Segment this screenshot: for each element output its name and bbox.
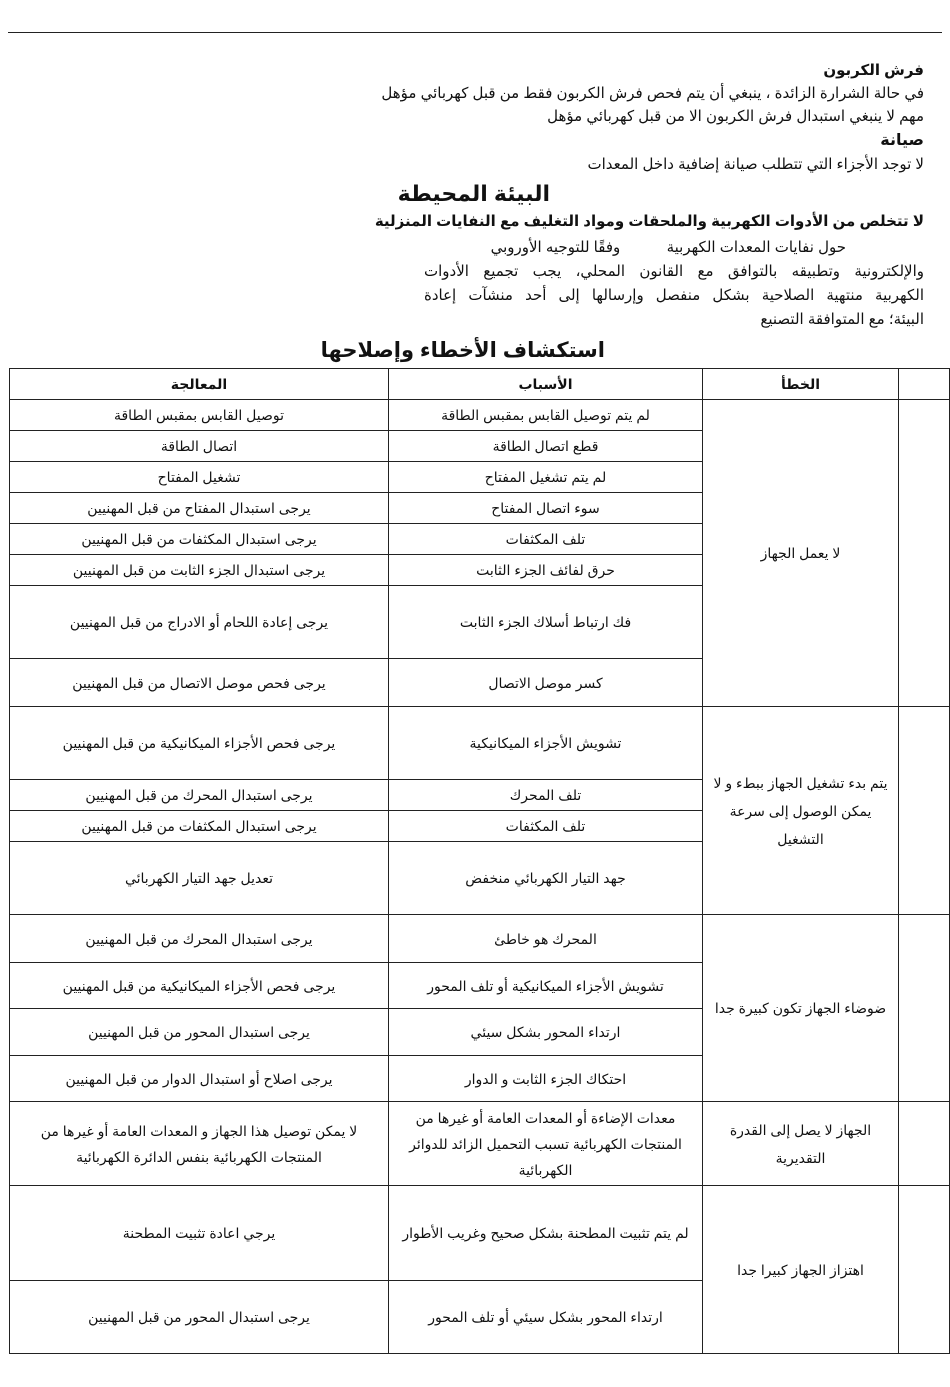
remedy-cell: يرجى استبدال المحرك من قبل المهنيين	[10, 780, 389, 811]
remedy-cell: يرجى استبدال المفتاح من قبل المهنيين	[10, 493, 389, 524]
table-row	[10, 707, 950, 780]
header-blank	[899, 369, 950, 400]
cause-cell: المحرك هو خاطئ	[389, 915, 703, 963]
carbon-heading: فرش الكربون	[823, 62, 924, 79]
environment-line-4: البيئة؛ مع المتوافقة التصنيع	[760, 311, 924, 328]
cause-cell: جهد التيار الكهربائي منخفض	[389, 842, 703, 915]
troubleshooting-title: استكشاف الأخطاء وإصلاحها	[320, 339, 605, 362]
cause-cell: تلف المكثفات	[389, 524, 703, 555]
cause-cell: ارتداء المحور بشكل سيئي أو تلف المحور	[389, 1281, 703, 1354]
cause-cell: قطع اتصال الطاقة	[389, 431, 703, 462]
remedy-cell: يرجى استبدال المحرك من قبل المهنيين	[10, 915, 389, 963]
cause-cell: تشويش الأجزاء الميكانيكية أو تلف المحور	[389, 963, 703, 1009]
environment-line-3: الكهربية منتهية الصلاحية بشكل منفصل وإرسالها إلى أحد منشآت إعادة	[424, 287, 924, 304]
remedy-cell: يرجى استبدال المحور من قبل المهنيين	[10, 1281, 389, 1354]
maintenance-heading: صيانة	[880, 132, 924, 149]
cause-cell: حرق لفائف الجزء الثابت	[389, 555, 703, 586]
remedy-cell: يرجى استبدال المكثفات من قبل المهنيين	[10, 524, 389, 555]
maintenance-line-1: لا توجد الأجزاء التي تتطلب صيانة إضافية داخل المعدات	[587, 156, 924, 173]
remedy-cell: يرجى استبدال المحور من قبل المهنيين	[10, 1009, 389, 1056]
environment-subheading: لا تتخلص من الأدوات الكهربية والملحقات ومواد التغليف مع النفايات المنزلية	[374, 213, 924, 230]
table-header-row	[10, 369, 950, 400]
environment-heading: البيئة المحيطة	[397, 181, 550, 206]
blank-cell	[899, 1102, 950, 1186]
cause-cell: تشويش الأجزاء الميكانيكية	[389, 707, 703, 780]
header-fault: الخطأ	[703, 369, 899, 400]
cause-cell: احتكاك الجزء الثابت و الدوار	[389, 1056, 703, 1102]
cause-cell: لم يتم توصيل القابس بمقبس الطاقة	[389, 400, 703, 431]
remedy-cell: يرجى استبدال المكثفات من قبل المهنيين	[10, 811, 389, 842]
environment-line-1	[424, 236, 924, 260]
fault-cell: يتم بدء تشغيل الجهاز ببطء و لا يمكن الوصول إلى سرعة التشغيل	[703, 707, 899, 915]
environment-line-2: والإلكترونية وتطبيقه بالتوافق مع القانون المحلي، يجب تجميع الأدوات	[424, 263, 924, 280]
cause-cell: لم يتم تثبيت المطحنة بشكل صحيح وغريب الأطوار	[389, 1186, 703, 1281]
table-row	[10, 400, 950, 431]
remedy-cell: تعديل جهد التيار الكهربائي	[10, 842, 389, 915]
fault-cell: الجهاز لا يصل إلى القدرة التقديرية	[703, 1102, 899, 1186]
cause-cell: معدات الإضاءة أو المعدات العامة أو غيرها من المنتجات الكهربائية تسبب التحميل الزائد للدوائر الكهربائية	[389, 1102, 703, 1186]
table-row	[10, 915, 950, 963]
header-remedy: المعالجة	[10, 369, 389, 400]
remedy-cell: لا يمكن توصيل هذا الجهاز و المعدات العامة أو غيرها من المنتجات الكهربائية بنفس الدائرة الكهربائية	[10, 1102, 389, 1186]
cause-cell: تلف المكثفات	[389, 811, 703, 842]
cause-cell: لم يتم تشغيل المفتاح	[389, 462, 703, 493]
table-row	[10, 1102, 950, 1186]
fault-cell: ضوضاء الجهاز تكون كبيرة جدا	[703, 915, 899, 1102]
remedy-cell: يرجى إعادة اللحام أو الادراج من قبل المهنيين	[10, 586, 389, 659]
environment-line-1b: وفقًا للتوجيه الأوروبي	[490, 239, 621, 256]
cause-cell: كسر موصل الاتصال	[389, 659, 703, 707]
remedy-cell: يرجى اصلاح أو استبدال الدوار من قبل المهنيين	[10, 1056, 389, 1102]
carbon-line-1: في حالة الشرارة الزائدة ، ينبغي أن يتم فحص فرش الكربون فقط من قبل كهربائي مؤهل	[381, 85, 924, 102]
cause-cell: تلف المحرك	[389, 780, 703, 811]
blank-cell	[899, 400, 950, 707]
remedy-cell: يرجى فحص الأجزاء الميكانيكية من قبل المهنيين	[10, 963, 389, 1009]
remedy-cell: يرجى فحص الأجزاء الميكانيكية من قبل المهنيين	[10, 707, 389, 780]
blank-cell	[899, 707, 950, 915]
blank-cell	[899, 1186, 950, 1354]
table-body	[10, 400, 950, 1354]
remedy-cell: تشغيل المفتاح	[10, 462, 389, 493]
carbon-line-2: مهم لا ينبغي استبدال فرش الكربون الا من قبل كهربائي مؤهل	[547, 108, 924, 125]
cause-cell: سوء اتصال المفتاح	[389, 493, 703, 524]
environment-line-1a: حول نفايات المعدات الكهربية	[666, 239, 846, 256]
header-causes: الأسباب	[389, 369, 703, 400]
remedy-cell: يرجى فحص موصل الاتصال من قبل المهنيين	[10, 659, 389, 707]
table-row	[10, 1186, 950, 1281]
remedy-cell: توصيل القابس بمقبس الطاقة	[10, 400, 389, 431]
remedy-cell: اتصال الطاقة	[10, 431, 389, 462]
cause-cell: فك ارتباط أسلاك الجزء الثابت	[389, 586, 703, 659]
troubleshooting-table	[9, 368, 950, 1354]
fault-cell: لا يعمل الجهاز	[703, 400, 899, 707]
fault-cell: اهتزاز الجهاز كبيرا جدا	[703, 1186, 899, 1354]
environment-body	[424, 236, 924, 332]
top-rule	[8, 32, 942, 33]
remedy-cell: يرجى استبدال الجزء الثابت من قبل المهنيين	[10, 555, 389, 586]
cause-cell: ارتداء المحور بشكل سيئي	[389, 1009, 703, 1056]
remedy-cell: يرجي اعادة تثبيت المطحنة	[10, 1186, 389, 1281]
blank-cell	[899, 915, 950, 1102]
